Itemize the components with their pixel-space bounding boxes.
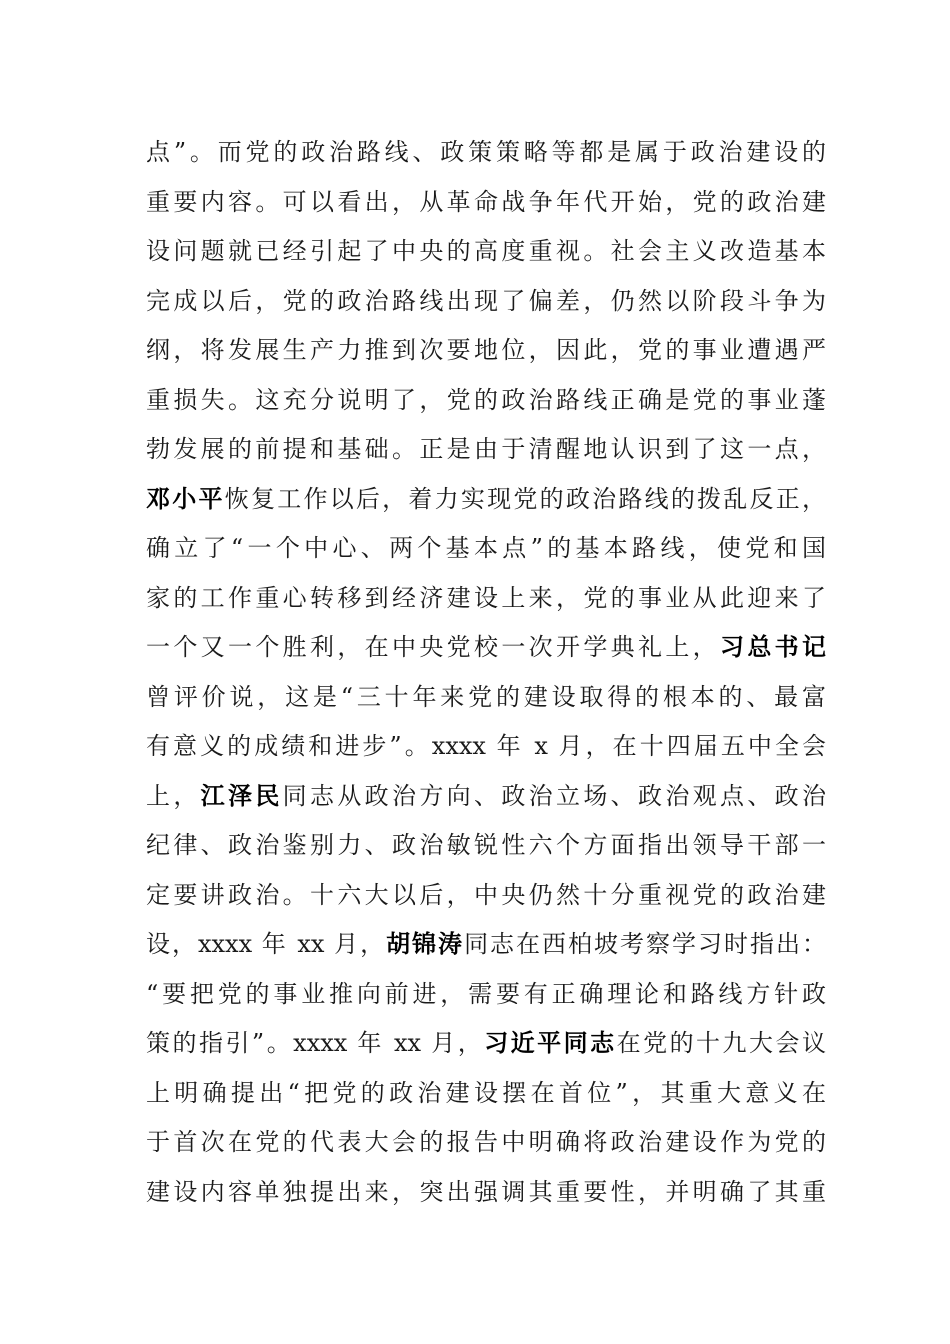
text-segment: 设问题就已经引起了中央的高度重视。社会主义改造基本 <box>146 237 826 265</box>
text-segment: 上， <box>146 781 201 810</box>
text-line <box>146 178 826 228</box>
body-text <box>146 128 826 1217</box>
text-segment: 家的工作重心转移到经济建设上来，党的事业从此迎来了 <box>146 583 826 612</box>
text-line <box>146 623 826 673</box>
text-line <box>146 722 826 772</box>
person-name: 邓小平 <box>146 484 225 513</box>
text-segment: “要把党的事业推向前进，需要有正确理论和路线方针政 <box>146 979 826 1008</box>
person-name: 胡锦涛 <box>386 930 465 958</box>
text-line <box>146 1168 826 1218</box>
text-line <box>146 1019 826 1069</box>
person-name: 江泽民 <box>200 781 283 810</box>
text-segment: 建设内容单独提出来，突出强调其重要性，并明确了其重 <box>146 1177 826 1206</box>
text-line <box>146 1069 826 1119</box>
text-line <box>146 673 826 723</box>
text-segment: 有意义的成绩和进步”。xxxx 年 x 月，在十四届五中全会 <box>146 732 826 760</box>
text-line <box>146 128 826 178</box>
text-line <box>146 574 826 624</box>
text-line <box>146 326 826 376</box>
text-segment: 同志在西柏坡考察学习时指出： <box>464 930 827 958</box>
text-segment: 纲，将发展生产力推到次要地位，因此，党的事业遭遇严 <box>146 336 826 364</box>
text-line <box>146 227 826 277</box>
text-segment: 确立了“一个中心、两个基本点”的基本路线，使党和国 <box>146 534 826 562</box>
text-line <box>146 772 826 822</box>
text-line <box>146 970 826 1020</box>
person-name: 习总书记 <box>720 633 826 661</box>
text-segment: 点”。而党的政治路线、政策策略等都是属于政治建设的 <box>146 138 826 166</box>
text-line <box>146 920 826 970</box>
text-line <box>146 475 826 525</box>
text-segment: 纪律、政治鉴别力、政治敏锐性六个方面指出领导干部一 <box>146 831 826 859</box>
text-segment: 策的指引”。xxxx 年 xx 月， <box>146 1029 485 1057</box>
text-segment: 勃发展的前提和基础。正是由于清醒地认识到了这一点， <box>146 435 826 463</box>
person-name: 习近平同志 <box>484 1029 617 1057</box>
text-segment: 定要讲政治。十六大以后，中央仍然十分重视党的政治建 <box>146 880 826 909</box>
text-line <box>146 376 826 426</box>
text-segment: 重损失。这充分说明了，党的政治路线正确是党的事业蓬 <box>146 385 826 414</box>
text-segment: 于首次在党的代表大会的报告中明确将政治建设作为党的 <box>146 1128 826 1156</box>
text-segment: 重要内容。可以看出，从革命战争年代开始，党的政治建 <box>146 187 826 216</box>
text-segment: 在党的十九大会议 <box>616 1029 826 1057</box>
text-segment: 同志从政治方向、政治立场、政治观点、政治 <box>282 781 827 810</box>
text-segment: 一个又一个胜利，在中央党校一次开学典礼上， <box>146 633 720 661</box>
text-segment: 设，xxxx 年 xx 月， <box>146 930 387 958</box>
text-line <box>146 1118 826 1168</box>
text-line <box>146 524 826 574</box>
text-line <box>146 821 826 871</box>
text-segment: 上明确提出“把党的政治建设摆在首位”，其重大意义在 <box>146 1078 826 1107</box>
text-line <box>146 871 826 921</box>
text-segment: 完成以后，党的政治路线出现了偏差，仍然以阶段斗争为 <box>146 286 826 315</box>
text-line <box>146 277 826 327</box>
text-line <box>146 425 826 475</box>
text-segment: 曾评价说，这是“三十年来党的建设取得的根本的、最富 <box>146 682 826 711</box>
text-segment: 恢复工作以后，着力实现党的政治路线的拨乱反正， <box>224 484 827 513</box>
